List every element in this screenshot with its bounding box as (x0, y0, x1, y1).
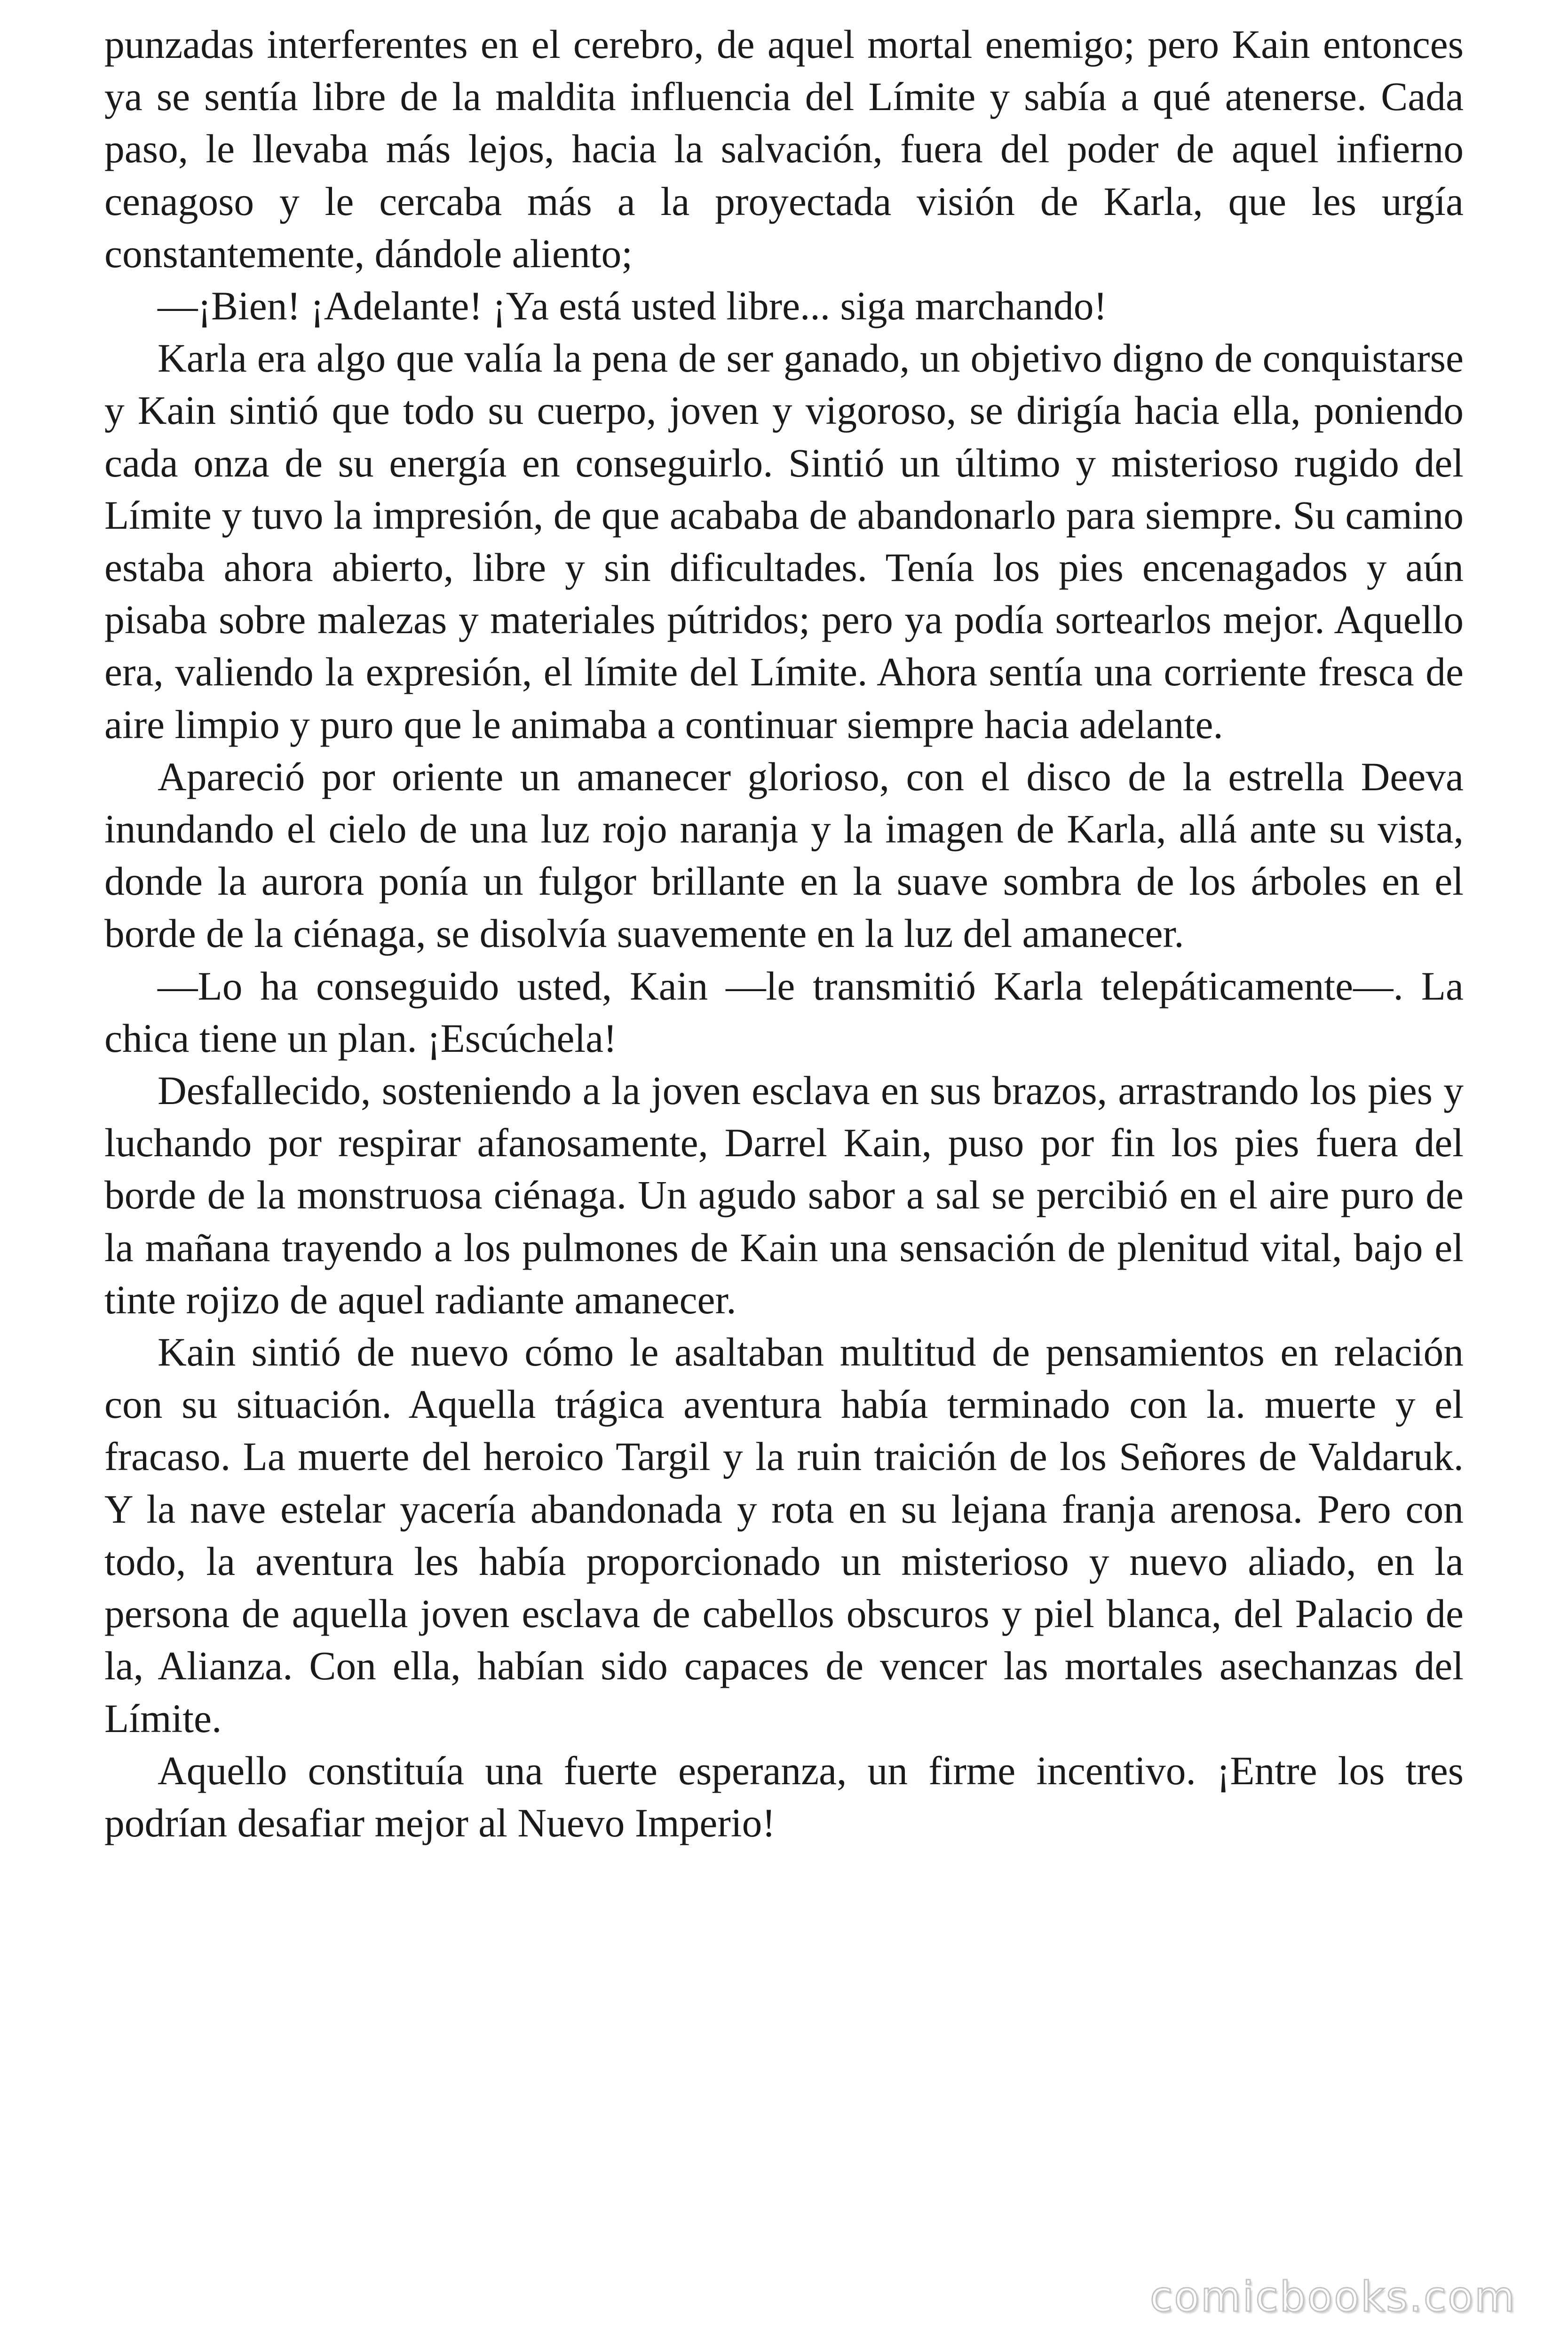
paragraph: Aquello constituía una fuerte esperanza, un firme incentivo. ¡Entre los tres podrían desafiar mejor al Nuevo Imperio! (104, 1748, 1464, 1845)
watermark: comicbooks.com (1149, 2273, 1516, 2321)
paragraph: —¡Bien! ¡Adelante! ¡Ya está usted libre... siga marchando! (158, 284, 1107, 329)
paragraph: Kain sintió de nuevo cómo le asaltaban multitud de pensamientos en relación con su situación. Aquella trágica aventura había terminado con la. muerte y el fracaso. La muerte del heroico Targil y la ruin traición de los Señores de Valdaruk. Y la nave estelar yacería abandonada y rota en su lejana franja arenosa. Pero con todo, la aventura les había proporcionado un misterioso y nuevo aliado, en la persona de aquella joven esclava de cabellos obscuros y piel blanca, del Palacio de la, Alianza. Con ella, habían sido capaces de vencer las mortales asechanzas del Límite. (104, 1330, 1464, 1741)
paragraph: Karla era algo que valía la pena de ser ganado, un objetivo digno de conquistarse y Kain sintió que todo su cuerpo, joven y vigoroso, se dirigía hacia ella, poniendo cada onza de su energía en conseguirlo. Sintió un último y misterioso rugido del Límite y tuvo la impresión, de que acababa de abandonarlo para siempre. Su camino estaba ahora abierto, libre y sin dificultades. Tenía los pies encenagados y aún pisaba sobre malezas y materiales pútridos; pero ya podía sortearlos mejor. Aquello era, valiendo la expresión, el límite del Límite. Ahora sentía una corriente fresca de aire limpio y puro que le animaba a continuar siempre hacia adelante. (104, 336, 1464, 747)
paragraph: Desfallecido, sosteniendo a la joven esclava en sus brazos, arrastrando los pies y luchando por respirar afanosamente, Darrel Kain, puso por fin los pies fuera del borde de la monstruosa ciénaga. Un agudo sabor a sal se percibió en el aire puro de la mañana trayendo a los pulmones de Kain una sensación de plenitud vital, bajo el tinte rojizo de aquel radiante amanecer. (104, 1069, 1464, 1322)
page-text (104, 19, 1464, 1850)
paragraph: —Lo ha conseguido usted, Kain —le transmitió Karla telepáticamente—. La chica tiene un plan. ¡Escúchela! (104, 964, 1464, 1061)
paragraph: punzadas interferentes en el cerebro, de aquel mortal enemigo; pero Kain entonces ya se sentía libre de la maldita influencia del Límite y sabía a qué atenerse. Cada paso, le llevaba más lejos, hacia la salvación, fuera del poder de aquel infierno cenagoso y le cercaba más a la proyectada visión de Karla, que les urgía constantemente, dándole aliento; (104, 23, 1464, 276)
paragraph: Apareció por oriente un amanecer glorioso, con el disco de la estrella Deeva inundando el cielo de una luz rojo naranja y la imagen de Karla, allá ante su vista, donde la aurora ponía un fulgor brillante en la suave sombra de los árboles en el borde de la ciénaga, se disolvía suavemente en la luz del amanecer. (104, 755, 1464, 956)
